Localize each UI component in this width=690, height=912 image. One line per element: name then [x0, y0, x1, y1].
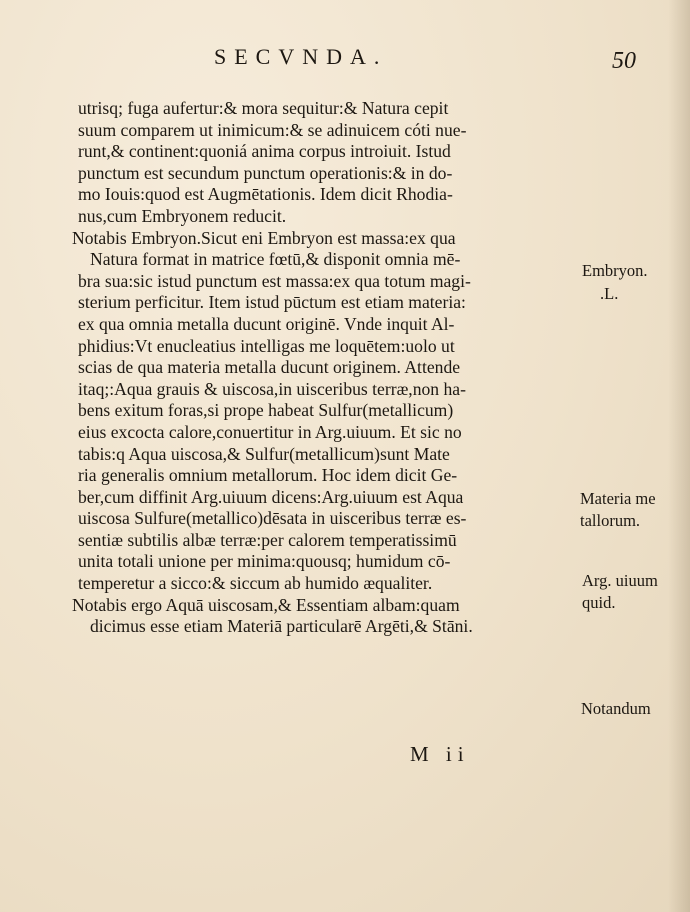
text-line: punctum est secundum punctum operationis:& in do-	[78, 162, 453, 183]
main-text-block	[72, 98, 570, 638]
text-line: temperetur a sicco:& siccum ab humido æqualiter.	[78, 573, 433, 594]
text-line: dicimus esse etiam Materiā particularē Argēti,& Stāni.	[90, 616, 473, 637]
text-line: phidius:Vt enucleatius intelligas me loquētem:uolo ut	[78, 335, 455, 356]
text-line: scias de qua materia metalla ducunt originem. Attende	[78, 357, 461, 378]
text-line: ex qua omnia metalla ducunt originē. Vnde inquit Al-	[78, 313, 455, 334]
paragraph-start-line: Notabis ergo Aquā uiscosam,& Essentiam albam:quam	[72, 594, 460, 615]
margin-note-arg-line1: Arg. uiuum	[582, 571, 658, 590]
text-line: nus,cum Embryonem reducit.	[78, 205, 287, 226]
text-line: mo Iouis:quod est Augmētationis. Idem dicit Rhodia-	[78, 184, 453, 205]
text-line: itaq;:Aqua grauis & uiscosa,in uisceribus terræ,non ha-	[78, 378, 466, 399]
text-line: sterium perficitur. Item istud pūctum est etiam materia:	[78, 292, 466, 313]
text-line: ria generalis omnium metallorum. Hoc idem dicit Ge-	[78, 465, 458, 486]
text-line: sentiæ subtilis albæ terræ:per calorem temperatissimū	[78, 529, 457, 550]
margin-note-embryon-sub: .L.	[600, 284, 619, 303]
margin-note-materia-line1: Materia me	[580, 489, 656, 508]
paragraph-start-line: Notabis Embryon.Sicut eni Embryon est massa:ex qua	[72, 227, 456, 248]
text-line: eius excocta calore,conuertitur in Arg.uiuum. Et sic no	[78, 421, 462, 442]
page-edge-shadow	[668, 0, 690, 912]
text-line: ber,cum diffinit Arg.uiuum dicens:Arg.uiuum est Aqua	[78, 486, 464, 507]
text-line: uiscosa Sulfure(metallico)dēsata in uisceribus terræ es-	[78, 508, 467, 529]
folio-number: 50	[612, 48, 636, 74]
text-line: Natura format in matrice fœtū,& disponit omnia mē-	[90, 249, 461, 270]
signature-mark: M ii	[410, 742, 470, 766]
running-head: SECVNDA.	[214, 44, 388, 69]
margin-note-notandum: Notandum	[581, 699, 651, 718]
margin-note-materia-line2: tallorum.	[580, 511, 641, 530]
text-line: bens exitum foras,si prope habeat Sulfur(metallicum)	[78, 400, 454, 421]
text-line: unita totali unione per minima:quousq; humidum cō-	[78, 551, 451, 572]
margin-note-arg-line2: quid.	[582, 593, 616, 612]
text-line: utrisq; fuga aufertur:& mora sequitur:& Natura cepit	[78, 98, 449, 118]
text-line: suum comparem ut inimicum:& se adinuicem cóti nue-	[78, 119, 467, 140]
text-line: runt,& continent:quoniá anima corpus introiuit. Istud	[78, 141, 451, 162]
text-line: bra sua:sic istud punctum est massa:ex qua totum magi-	[78, 270, 471, 291]
margin-note-embryon: Embryon.	[582, 261, 648, 280]
text-line: tabis:q Aqua uiscosa,& Sulfur(metallicum)sunt Mate	[78, 443, 450, 464]
